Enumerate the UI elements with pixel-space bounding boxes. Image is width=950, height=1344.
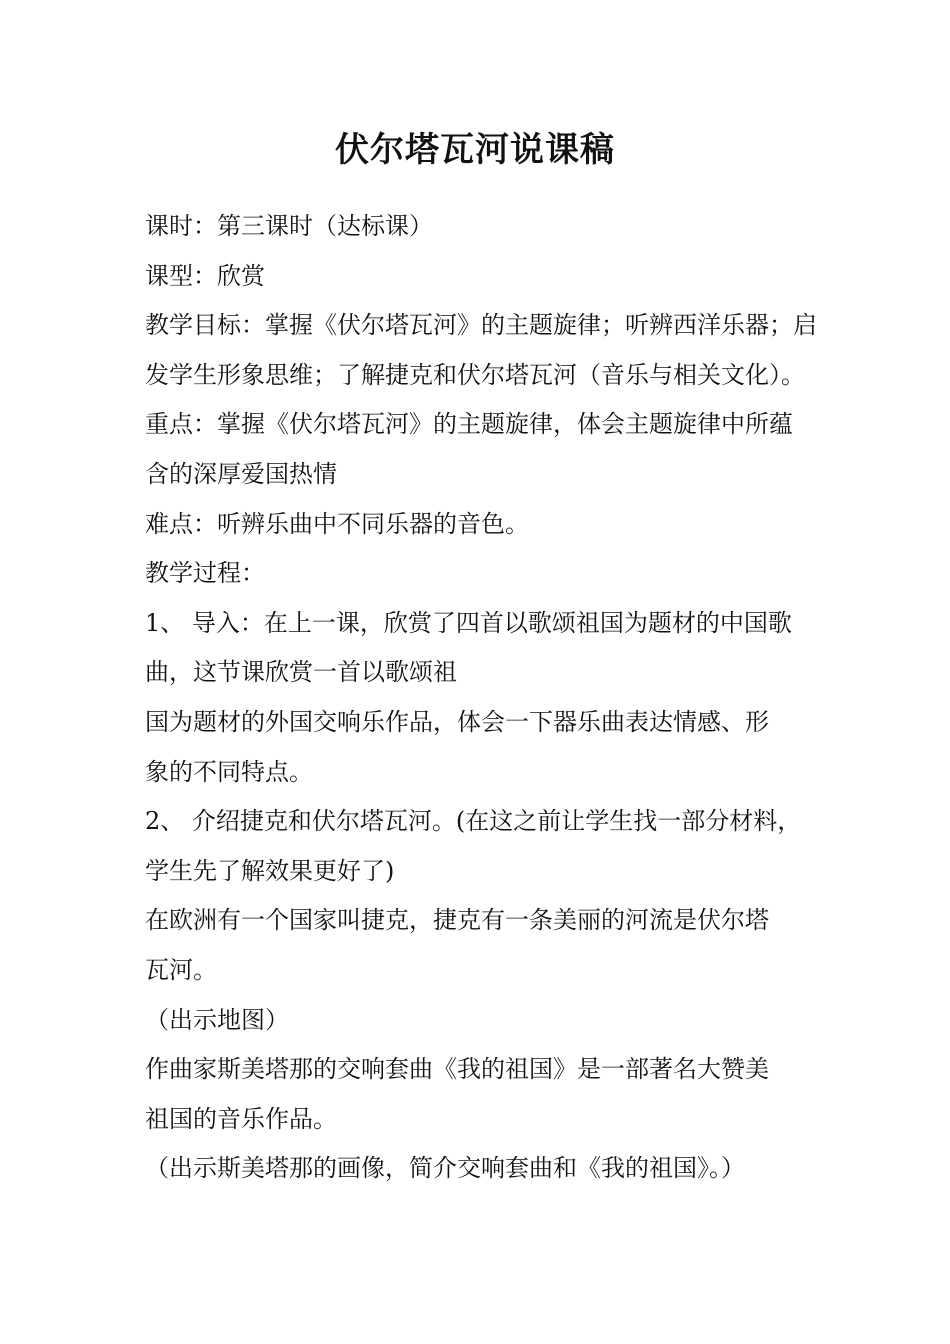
document-title: 伏尔塔瓦河说课稿 [335,130,615,170]
paragraph-line: （出示斯美塔那的画像，简介交响套曲和《我的祖国》。） [145,1154,745,1183]
difficulty-line: 难点：听辨乐曲中不同乐器的音色。 [145,509,529,538]
paragraph-line: 1、 导入：在上一课，欣赏了四首以歌颂祖国为题材的中国歌 [145,608,792,637]
paragraph-line: 在欧洲有一个国家叫捷克，捷克有一条美丽的河流是伏尔塔 [145,906,769,935]
teaching-goal-line: 发学生形象思维；了解捷克和伏尔塔瓦河（音乐与相关文化）。 [145,360,805,389]
paragraph-line: 学生先了解效果更好了) [145,856,395,885]
paragraph-line: 瓦河。 [145,955,217,984]
key-point-line: 重点：掌握《伏尔塔瓦河》的主题旋律，体会主题旋律中所蕴 [145,410,793,439]
lesson-hours-line: 课时：第三课时（达标课） [145,212,433,240]
document-body [145,202,825,1194]
teaching-process-heading: 教学过程： [145,559,265,588]
paragraph-line: （出示地图） [145,1005,289,1034]
teaching-goal-line: 教学目标：掌握《伏尔塔瓦河》的主题旋律；听辨西洋乐器；启 [145,311,817,340]
paragraph-line: 2、 介绍捷克和伏尔塔瓦河。(在这之前让学生找一部分材料， [145,807,802,836]
paragraph-line: 曲，这节课欣赏一首以歌颂祖 [145,658,457,687]
paragraph-line: 国为题材的外国交响乐作品，体会一下器乐曲表达情感、形 [145,707,769,736]
lesson-type-line: 课型：欣赏 [145,261,265,290]
key-point-line: 含的深厚爱国热情 [145,459,337,488]
paragraph-line: 祖国的音乐作品。 [145,1104,337,1133]
paragraph-line: 象的不同特点。 [145,757,313,786]
paragraph-line: 作曲家斯美塔那的交响套曲《我的祖国》是一部著名大赞美 [145,1055,769,1084]
